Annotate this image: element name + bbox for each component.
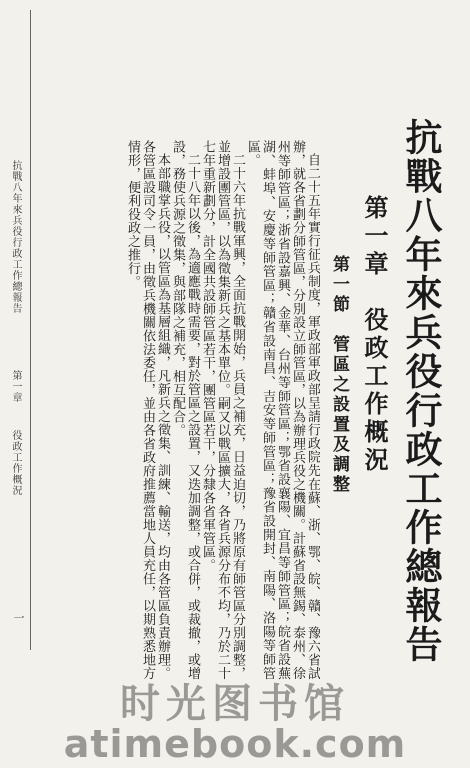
footer-chapter: 第一章	[10, 370, 21, 403]
chapter-heading: 第一章 役政工作概況	[360, 195, 389, 475]
footer-book-name: 抗戰八年來兵役行政工作總報告	[10, 160, 21, 314]
paragraph-2: 二十六年抗戰軍興，全面抗戰開始，兵員之補充，日益迫切，乃將原有師管區分別調整，並增設團管區，以為徵集新兵之基本單位。嗣又以戰區擴大，各省兵源分布不均，乃於二十七年重新劃分，計全國共設師管區若干，團管區若干，分隸各省軍管區。	[200, 140, 245, 680]
margin-rule	[30, 10, 31, 650]
paragraph-4: 本部職掌兵役，以管區為基層組織，凡新兵之徵集、訓練、輸送，均由各管區負責辦理。各管區設司令一員，由徵兵機關依法委任，並由各省政府推薦當地人員充任，以期熟悉地方情形，便利役政之推行。	[125, 140, 170, 680]
book-title: 抗戰八年來兵役行政工作總報告	[399, 118, 443, 664]
body-text	[0, 140, 320, 680]
paragraph-3: 二十八年以後，為適應戰時需要，對於管區之設置，又迭加調整，或合併，或裁撤，或增設，務使兵源之徵集，與部隊之補充，相互配合。	[170, 140, 200, 680]
watermark-url: atimebook.com	[63, 722, 407, 766]
footer-chapter-title: 役政工作概況	[10, 430, 21, 496]
watermark-chinese: 时光图书馆	[120, 681, 350, 727]
section-heading: 第一節 管區之設置及調整	[329, 255, 349, 495]
paragraph-1: 自二十五年實行征兵制度，軍政部軍政部呈請行政院先在蘇、浙、鄂、皖、贛、豫六省試辦，就各省劃分師管區，分別設立師管區，以為辦理兵役之機關。計蘇省設無錫、泰州、徐州等師管區；浙省設嘉興、金華、台州等師管區；鄂省設襄陽、宜昌等師管區；皖省設蕪湖、蚌埠、安慶等師管區；贛省設南昌、吉安等師管區；豫省設開封、南陽、洛陽等師管區。	[245, 140, 320, 680]
page-number: 一	[12, 612, 25, 623]
